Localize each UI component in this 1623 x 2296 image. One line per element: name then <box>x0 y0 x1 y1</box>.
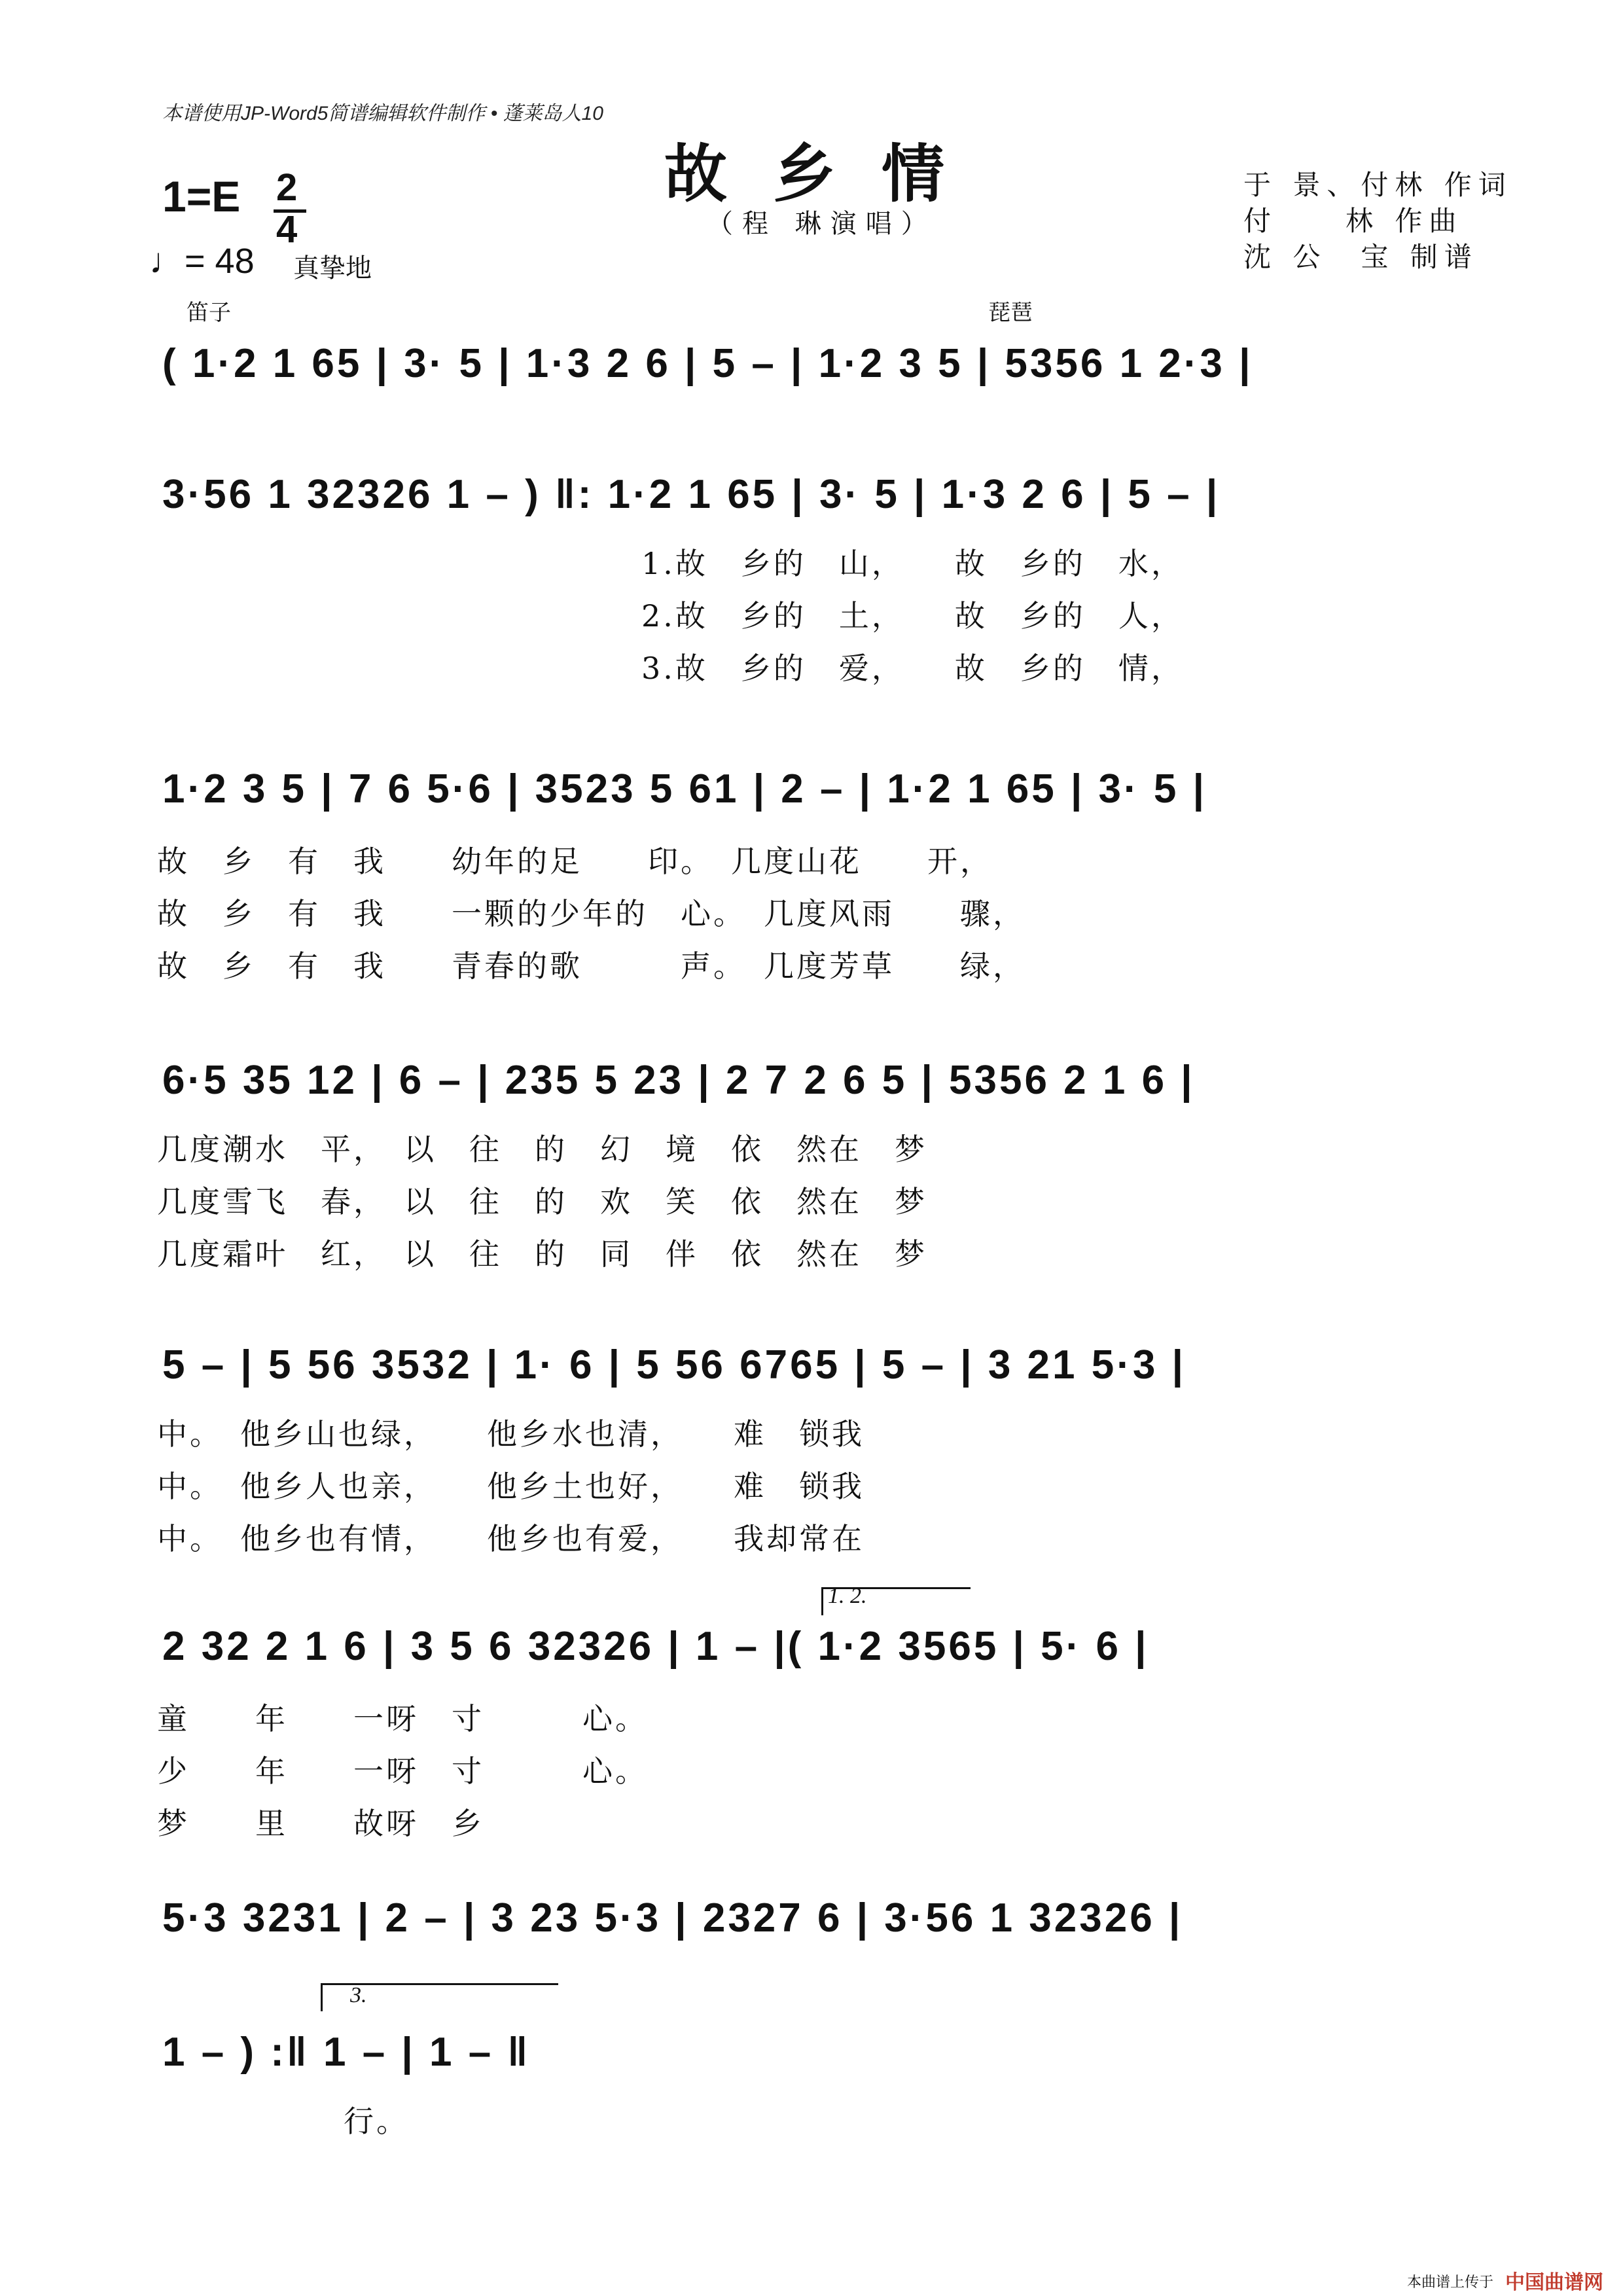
first-ending-label: 1. 2. <box>828 1584 867 1608</box>
notation-line-4: 6·5 35 12 | 6 – | 235 5 23 | 2 7 2 6 5 | 5356 2 1 6 | <box>162 1058 1195 1103</box>
notation-line-3: 1·2 3 5 | 7 6 5·6 | 3523 5 61 | 2 – | 1·2 1 65 | 3· 5 | <box>162 766 1207 812</box>
tempo-marking: ♩= 48 <box>149 242 255 281</box>
lyric-verse-1: 故 乡 有 我 幼年的足 印。 几度山花 开， <box>157 844 993 879</box>
lyric-verse-3: 梦 里 故呀 乡 <box>157 1806 484 1841</box>
lyric-verse-1: 几度潮水 平， 以 往 的 幻 境 依 然在 梦 <box>157 1132 927 1167</box>
expression-marking: 真挚地 <box>293 253 372 283</box>
lyric-verse-2: 故 乡 有 我 一颗的少年的 心。 几度风雨 骤， <box>157 896 1026 931</box>
transcriber-credit: 沈 公 宝 制谱 <box>1243 241 1478 273</box>
notation-line-7: 5·3 3231 | 2 – | 3 23 5·3 | 2327 6 | 3·56 1 32326 | <box>162 1895 1183 1941</box>
lyric-verse-1: 1.故 乡的 山， 故 乡的 水， <box>641 546 1184 581</box>
notation-line-6: 2 32 2 1 6 | 3 5 6 32326 | 1 – |( 1·2 3565 | 5· 6 | <box>162 1624 1149 1669</box>
performer-subtitle: （程 琳演唱） <box>707 209 936 239</box>
lyric-verse-2: 少 年 一呀 寸 心。 <box>157 1753 648 1789</box>
lyric-verse-3: 3.故 乡的 爱， 故 乡的 情， <box>641 651 1184 686</box>
notation-line-8: 1 – ) :‖ 1 – | 1 – ‖ <box>162 2030 531 2075</box>
lyric-verse-3: 几度霜叶 红， 以 往 的 同 伴 依 然在 梦 <box>157 1236 927 1272</box>
site-logo: 中国曲谱网 <box>1505 2271 1603 2294</box>
composer-credit: 付 林 作曲 <box>1243 205 1463 237</box>
lyric-verse-1: 童 年 一呀 寸 心。 <box>157 1701 648 1736</box>
lyric-verse-2: 中。 他乡人也亲， 他乡土也好， 难 锁我 <box>157 1469 865 1504</box>
notation-line-5: 5 – | 5 56 3532 | 1· 6 | 5 56 6765 | 5 – | 3 21 5·3 | <box>162 1342 1186 1388</box>
notation-line-1: ( 1·2 1 65 | 3· 5 | 1·3 2 6 | 5 – | 1·2 3 5 | 5356 1 2·3 | <box>162 341 1253 386</box>
lyric-verse-1: 中。 他乡山也绿， 他乡水也清， 难 锁我 <box>157 1416 865 1452</box>
lyric-verse-2: 几度雪飞 春， 以 往 的 欢 笑 依 然在 梦 <box>157 1184 927 1219</box>
lyric-verse-2: 2.故 乡的 土， 故 乡的 人， <box>641 598 1184 634</box>
lyric-verse-3: 中。 他乡也有情， 他乡也有爱， 我却常在 <box>157 1521 865 1556</box>
upload-note: 本曲谱上传于 <box>1407 2274 1494 2291</box>
lyric-verse-3: 故 乡 有 我 青春的歌 声。 几度芳草 绿， <box>157 948 1026 984</box>
time-signature-top: 2 <box>276 166 298 209</box>
third-ending-label: 3. <box>350 1983 367 2007</box>
lyric-final: 行。 <box>344 2104 409 2139</box>
notation-line-2: 3·56 1 32326 1 – ) ‖: 1·2 1 65 | 3· 5 | 1·3 2 6 | 5 – | <box>162 472 1221 517</box>
flute-label: 笛子 <box>187 300 231 326</box>
song-title: 故乡情 <box>664 137 990 211</box>
time-signature-bottom: 4 <box>276 208 298 251</box>
lyricist-credit: 于 景、付林 作词 <box>1243 169 1512 201</box>
software-credit: 本谱使用JP-Word5简谱编辑软件制作 • 蓬莱岛人10 <box>162 103 603 124</box>
key-signature: 1=E <box>162 172 241 221</box>
pipa-label: 琵琶 <box>988 300 1033 326</box>
